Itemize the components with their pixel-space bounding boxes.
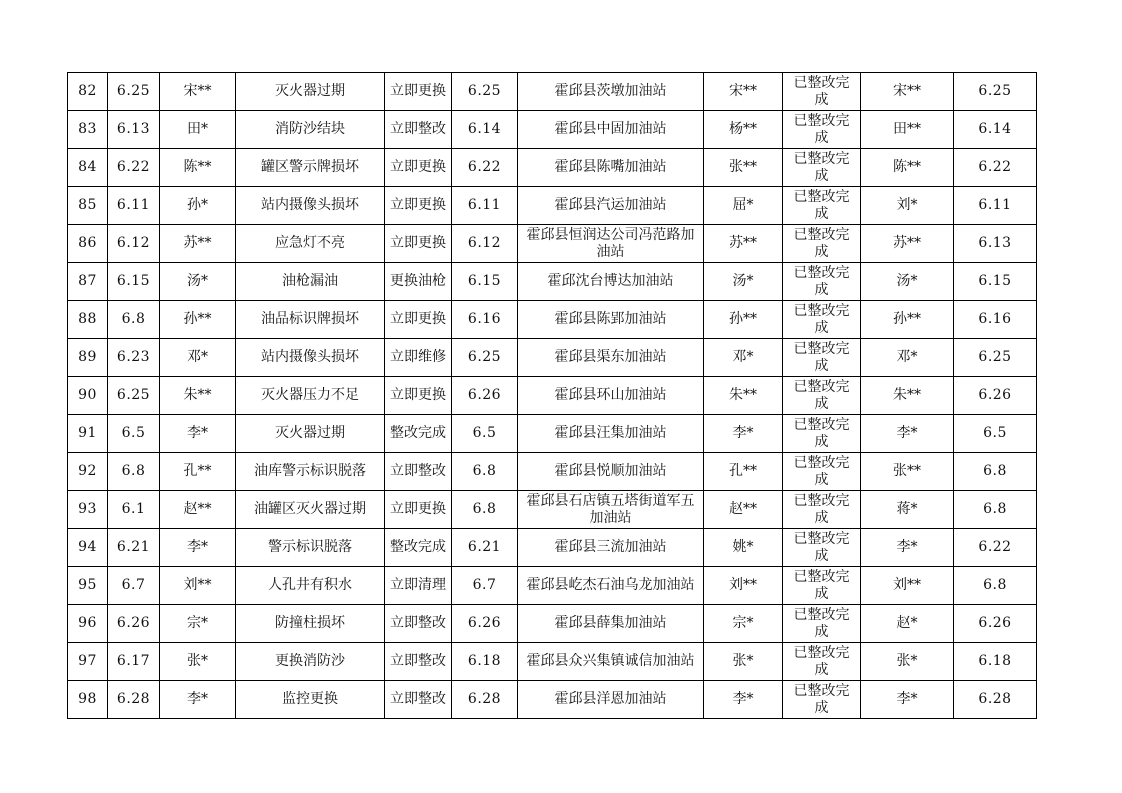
deadline-cell: 6.26 <box>452 377 518 415</box>
responsible-cell: 宋** <box>704 73 783 111</box>
deadline-cell: 6.15 <box>452 263 518 301</box>
responsible-cell: 张** <box>704 149 783 187</box>
action-cell: 立即更换 <box>385 225 452 263</box>
status-cell: 已整改完成 <box>783 73 861 111</box>
station-cell: 霍邱县陈嘴加油站 <box>518 149 704 187</box>
verifier-cell: 李* <box>861 415 954 453</box>
completion-date-cell: 6.8 <box>954 453 1037 491</box>
table-row <box>68 605 1037 643</box>
responsible-cell: 孙** <box>704 301 783 339</box>
verifier-cell: 张* <box>861 643 954 681</box>
deadline-cell: 6.26 <box>452 605 518 643</box>
table-row <box>68 567 1037 605</box>
responsible-cell: 张* <box>704 643 783 681</box>
issue-cell: 警示标识脱落 <box>236 529 385 567</box>
completion-date-cell: 6.22 <box>954 149 1037 187</box>
action-cell: 立即更换 <box>385 73 452 111</box>
completion-date-cell: 6.14 <box>954 111 1037 149</box>
responsible-cell: 李* <box>704 415 783 453</box>
completion-date-cell: 6.26 <box>954 377 1037 415</box>
row-number-cell: 93 <box>68 491 108 529</box>
action-cell: 立即整改 <box>385 643 452 681</box>
table-body <box>68 73 1037 719</box>
status-cell: 已整改完成 <box>783 529 861 567</box>
table-row <box>68 225 1037 263</box>
status-cell: 已整改完成 <box>783 339 861 377</box>
found-date-cell: 6.17 <box>108 643 160 681</box>
station-cell: 霍邱县薛集加油站 <box>518 605 704 643</box>
action-cell: 立即维修 <box>385 339 452 377</box>
verifier-cell: 宋** <box>861 73 954 111</box>
inspector-cell: 赵** <box>160 491 236 529</box>
inspector-cell: 李* <box>160 529 236 567</box>
table-row <box>68 681 1037 719</box>
action-cell: 立即更换 <box>385 301 452 339</box>
status-cell: 已整改完成 <box>783 453 861 491</box>
verifier-cell: 邓* <box>861 339 954 377</box>
row-number-cell: 82 <box>68 73 108 111</box>
completion-date-cell: 6.8 <box>954 491 1037 529</box>
verifier-cell: 李* <box>861 681 954 719</box>
completion-date-cell: 6.25 <box>954 73 1037 111</box>
table-row <box>68 529 1037 567</box>
action-cell: 整改完成 <box>385 415 452 453</box>
table-row <box>68 453 1037 491</box>
found-date-cell: 6.13 <box>108 111 160 149</box>
responsible-cell: 孔** <box>704 453 783 491</box>
verifier-cell: 汤* <box>861 263 954 301</box>
deadline-cell: 6.14 <box>452 111 518 149</box>
inspection-table <box>67 72 1037 719</box>
inspector-cell: 孔** <box>160 453 236 491</box>
table-row <box>68 73 1037 111</box>
table-row <box>68 149 1037 187</box>
verifier-cell: 张** <box>861 453 954 491</box>
status-cell: 已整改完成 <box>783 149 861 187</box>
found-date-cell: 6.8 <box>108 453 160 491</box>
action-cell: 整改完成 <box>385 529 452 567</box>
found-date-cell: 6.8 <box>108 301 160 339</box>
responsible-cell: 朱** <box>704 377 783 415</box>
table-row <box>68 491 1037 529</box>
deadline-cell: 6.16 <box>452 301 518 339</box>
responsible-cell: 李* <box>704 681 783 719</box>
deadline-cell: 6.22 <box>452 149 518 187</box>
row-number-cell: 90 <box>68 377 108 415</box>
table-row <box>68 377 1037 415</box>
completion-date-cell: 6.28 <box>954 681 1037 719</box>
deadline-cell: 6.28 <box>452 681 518 719</box>
completion-date-cell: 6.22 <box>954 529 1037 567</box>
table-row <box>68 263 1037 301</box>
found-date-cell: 6.15 <box>108 263 160 301</box>
found-date-cell: 6.1 <box>108 491 160 529</box>
deadline-cell: 6.12 <box>452 225 518 263</box>
deadline-cell: 6.11 <box>452 187 518 225</box>
row-number-cell: 88 <box>68 301 108 339</box>
found-date-cell: 6.12 <box>108 225 160 263</box>
station-cell: 霍邱县众兴集镇诚信加油站 <box>518 643 704 681</box>
issue-cell: 灭火器压力不足 <box>236 377 385 415</box>
row-number-cell: 95 <box>68 567 108 605</box>
issue-cell: 防撞柱损坏 <box>236 605 385 643</box>
deadline-cell: 6.5 <box>452 415 518 453</box>
deadline-cell: 6.18 <box>452 643 518 681</box>
status-cell: 已整改完成 <box>783 643 861 681</box>
responsible-cell: 刘** <box>704 567 783 605</box>
issue-cell: 灭火器过期 <box>236 73 385 111</box>
table-row <box>68 415 1037 453</box>
deadline-cell: 6.21 <box>452 529 518 567</box>
action-cell: 立即更换 <box>385 187 452 225</box>
status-cell: 已整改完成 <box>783 111 861 149</box>
status-cell: 已整改完成 <box>783 301 861 339</box>
station-cell: 霍邱县屹杰石油乌龙加油站 <box>518 567 704 605</box>
status-cell: 已整改完成 <box>783 681 861 719</box>
responsible-cell: 苏** <box>704 225 783 263</box>
action-cell: 立即整改 <box>385 681 452 719</box>
inspector-cell: 宋** <box>160 73 236 111</box>
issue-cell: 油枪漏油 <box>236 263 385 301</box>
status-cell: 已整改完成 <box>783 567 861 605</box>
deadline-cell: 6.25 <box>452 73 518 111</box>
issue-cell: 监控更换 <box>236 681 385 719</box>
action-cell: 立即更换 <box>385 377 452 415</box>
action-cell: 更换油枪 <box>385 263 452 301</box>
verifier-cell: 刘* <box>861 187 954 225</box>
action-cell: 立即清理 <box>385 567 452 605</box>
station-cell: 霍邱县石店镇五塔街道军五加油站 <box>518 491 704 529</box>
row-number-cell: 84 <box>68 149 108 187</box>
issue-cell: 油库警示标识脱落 <box>236 453 385 491</box>
deadline-cell: 6.8 <box>452 453 518 491</box>
responsible-cell: 屈* <box>704 187 783 225</box>
station-cell: 霍邱县洋恩加油站 <box>518 681 704 719</box>
row-number-cell: 85 <box>68 187 108 225</box>
status-cell: 已整改完成 <box>783 187 861 225</box>
inspector-cell: 朱** <box>160 377 236 415</box>
inspector-cell: 李* <box>160 415 236 453</box>
station-cell: 霍邱县渠东加油站 <box>518 339 704 377</box>
inspector-cell: 邓* <box>160 339 236 377</box>
found-date-cell: 6.11 <box>108 187 160 225</box>
table-row <box>68 339 1037 377</box>
verifier-cell: 陈** <box>861 149 954 187</box>
status-cell: 已整改完成 <box>783 415 861 453</box>
responsible-cell: 汤* <box>704 263 783 301</box>
issue-cell: 油品标识牌损坏 <box>236 301 385 339</box>
issue-cell: 油罐区灭火器过期 <box>236 491 385 529</box>
inspector-cell: 陈** <box>160 149 236 187</box>
deadline-cell: 6.8 <box>452 491 518 529</box>
row-number-cell: 94 <box>68 529 108 567</box>
issue-cell: 更换消防沙 <box>236 643 385 681</box>
completion-date-cell: 6.11 <box>954 187 1037 225</box>
responsible-cell: 宗* <box>704 605 783 643</box>
verifier-cell: 苏** <box>861 225 954 263</box>
row-number-cell: 92 <box>68 453 108 491</box>
found-date-cell: 6.7 <box>108 567 160 605</box>
completion-date-cell: 6.16 <box>954 301 1037 339</box>
completion-date-cell: 6.18 <box>954 643 1037 681</box>
found-date-cell: 6.25 <box>108 73 160 111</box>
action-cell: 立即整改 <box>385 605 452 643</box>
action-cell: 立即整改 <box>385 453 452 491</box>
issue-cell: 灭火器过期 <box>236 415 385 453</box>
station-cell: 霍邱县陈郢加油站 <box>518 301 704 339</box>
completion-date-cell: 6.5 <box>954 415 1037 453</box>
found-date-cell: 6.22 <box>108 149 160 187</box>
responsible-cell: 邓* <box>704 339 783 377</box>
status-cell: 已整改完成 <box>783 605 861 643</box>
verifier-cell: 朱** <box>861 377 954 415</box>
inspector-cell: 张* <box>160 643 236 681</box>
status-cell: 已整改完成 <box>783 377 861 415</box>
inspector-cell: 孙* <box>160 187 236 225</box>
status-cell: 已整改完成 <box>783 263 861 301</box>
status-cell: 已整改完成 <box>783 491 861 529</box>
responsible-cell: 赵** <box>704 491 783 529</box>
completion-date-cell: 6.8 <box>954 567 1037 605</box>
station-cell: 霍邱沈台博达加油站 <box>518 263 704 301</box>
row-number-cell: 98 <box>68 681 108 719</box>
inspector-cell: 李* <box>160 681 236 719</box>
responsible-cell: 杨** <box>704 111 783 149</box>
status-cell: 已整改完成 <box>783 225 861 263</box>
completion-date-cell: 6.15 <box>954 263 1037 301</box>
found-date-cell: 6.5 <box>108 415 160 453</box>
found-date-cell: 6.25 <box>108 377 160 415</box>
station-cell: 霍邱县中固加油站 <box>518 111 704 149</box>
station-cell: 霍邱县茨墩加油站 <box>518 73 704 111</box>
station-cell: 霍邱县恒润达公司冯范路加油站 <box>518 225 704 263</box>
issue-cell: 消防沙结块 <box>236 111 385 149</box>
action-cell: 立即更换 <box>385 491 452 529</box>
station-cell: 霍邱县环山加油站 <box>518 377 704 415</box>
action-cell: 立即整改 <box>385 111 452 149</box>
station-cell: 霍邱县汽运加油站 <box>518 187 704 225</box>
table-row <box>68 643 1037 681</box>
found-date-cell: 6.23 <box>108 339 160 377</box>
verifier-cell: 蒋* <box>861 491 954 529</box>
completion-date-cell: 6.25 <box>954 339 1037 377</box>
row-number-cell: 91 <box>68 415 108 453</box>
completion-date-cell: 6.26 <box>954 605 1037 643</box>
verifier-cell: 刘** <box>861 567 954 605</box>
table-row <box>68 111 1037 149</box>
table-row <box>68 301 1037 339</box>
inspector-cell: 孙** <box>160 301 236 339</box>
action-cell: 立即更换 <box>385 149 452 187</box>
completion-date-cell: 6.13 <box>954 225 1037 263</box>
row-number-cell: 87 <box>68 263 108 301</box>
deadline-cell: 6.7 <box>452 567 518 605</box>
row-number-cell: 86 <box>68 225 108 263</box>
inspector-cell: 刘** <box>160 567 236 605</box>
row-number-cell: 83 <box>68 111 108 149</box>
issue-cell: 应急灯不亮 <box>236 225 385 263</box>
verifier-cell: 赵* <box>861 605 954 643</box>
inspector-cell: 田* <box>160 111 236 149</box>
station-cell: 霍邱县三流加油站 <box>518 529 704 567</box>
issue-cell: 站内摄像头损坏 <box>236 187 385 225</box>
found-date-cell: 6.21 <box>108 529 160 567</box>
station-cell: 霍邱县悦顺加油站 <box>518 453 704 491</box>
found-date-cell: 6.28 <box>108 681 160 719</box>
inspector-cell: 宗* <box>160 605 236 643</box>
issue-cell: 站内摄像头损坏 <box>236 339 385 377</box>
station-cell: 霍邱县汪集加油站 <box>518 415 704 453</box>
verifier-cell: 孙** <box>861 301 954 339</box>
row-number-cell: 97 <box>68 643 108 681</box>
inspector-cell: 苏** <box>160 225 236 263</box>
inspector-cell: 汤* <box>160 263 236 301</box>
found-date-cell: 6.26 <box>108 605 160 643</box>
deadline-cell: 6.25 <box>452 339 518 377</box>
issue-cell: 人孔井有积水 <box>236 567 385 605</box>
verifier-cell: 田** <box>861 111 954 149</box>
responsible-cell: 姚* <box>704 529 783 567</box>
verifier-cell: 李* <box>861 529 954 567</box>
table-row <box>68 187 1037 225</box>
row-number-cell: 89 <box>68 339 108 377</box>
row-number-cell: 96 <box>68 605 108 643</box>
issue-cell: 罐区警示牌损坏 <box>236 149 385 187</box>
